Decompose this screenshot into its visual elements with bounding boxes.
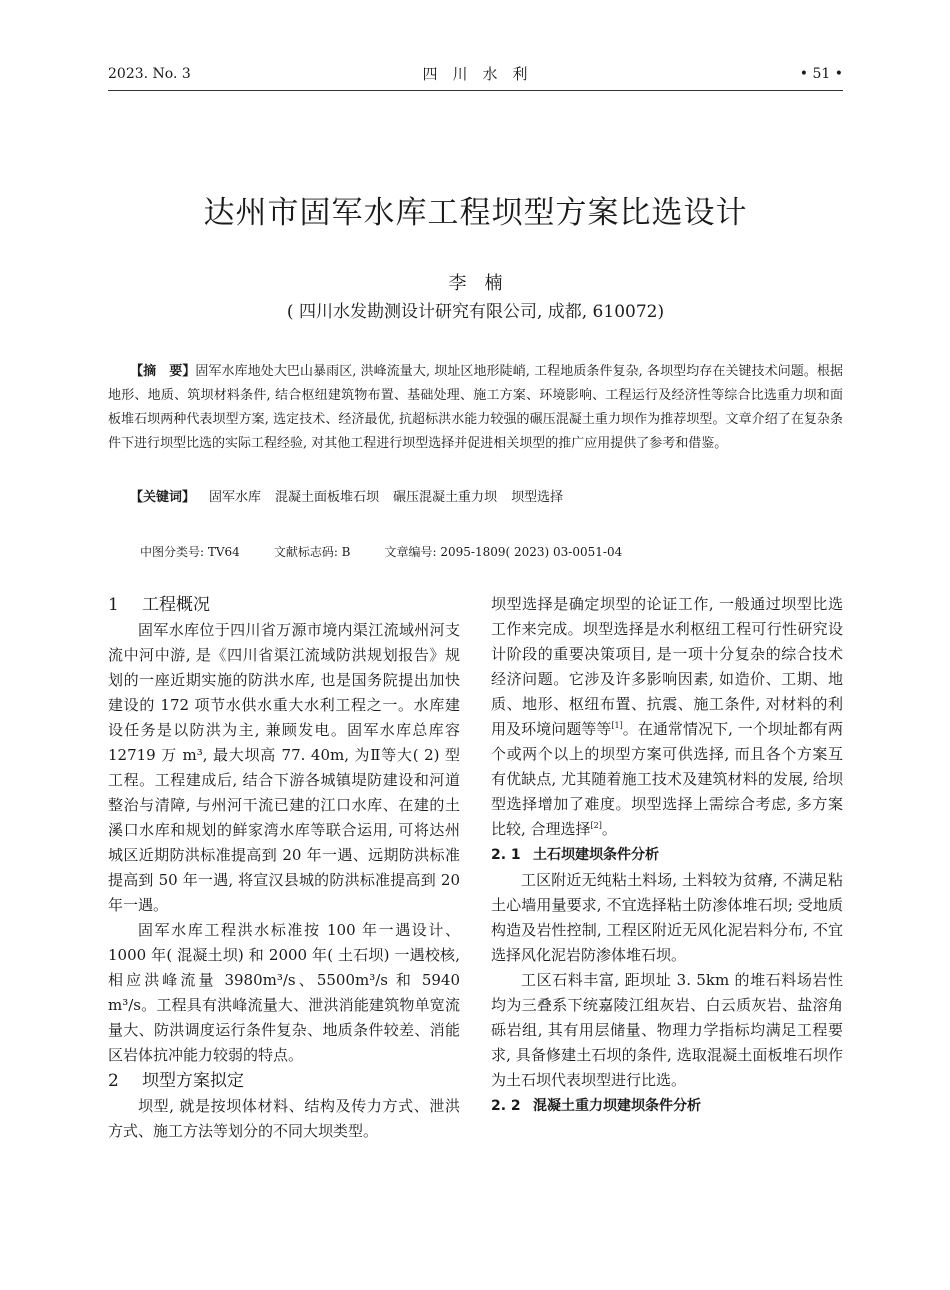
section-title: 坝型方案拟定 xyxy=(142,1071,244,1091)
paragraph-text: 。 xyxy=(601,820,617,838)
keyword-item: 固军水库 xyxy=(209,490,262,505)
keyword-item: 坝型选择 xyxy=(511,490,564,505)
subsection-number: 2. 2 xyxy=(491,1098,521,1114)
classification-line xyxy=(140,543,656,561)
clc-number: 中图分类号: TV64 xyxy=(140,545,240,559)
section-number: 2 xyxy=(108,1071,119,1091)
page-number: • 51 • xyxy=(799,66,843,82)
subsection-title: 土石坝建坝条件分析 xyxy=(533,847,659,863)
article-title: 达州市固军水库工程坝型方案比选设计 xyxy=(203,195,748,231)
author-name: 李 楠 xyxy=(448,273,503,294)
section-title: 工程概况 xyxy=(142,595,210,615)
keyword-item: 碾压混凝土重力坝 xyxy=(393,490,498,505)
body-paragraph: 固军水库位于四川省万源市境内渠江流域州河支流中河中游, 是《四川省渠江流域防洪规划报告》规划的一座近期实施的防洪水库, 也是国务院提出加快建设的 172 项节水供水重大水利工程之一。水库建设任务是以防洪为主, 兼顾发电。固军水库总库容 12719 万 m³, 最大坝高 77. 40m, 为Ⅱ等大( 2) 型工程。工程建成后, 结合下游各城镇堤防建设和河道整治与清障, 与州河干流已建的江口水库、在建的土溪口水库和规划的鲜家湾水库等联合运用, 可将达州城区近期防洪标准提高到 20 年一遇、远期防洪标准提高到 50 年一遇, 将宣汉县城的防洪标准提高到 20 年一遇。 xyxy=(108,621,460,914)
keywords-label: 【关键词】 xyxy=(130,490,196,505)
document-code: 文献标志码: B xyxy=(273,545,351,559)
body-paragraph: 工区石料丰富, 距坝址 3. 5km 的堆石料场岩性均为三叠系下统嘉陵江组灰岩、白云质灰岩、盐溶角砾岩组, 其有用层储量、物理力学指标均满足工程要求, 具备修建土石坝的条件, 选取混凝土面板堆石坝作为土石坝代表坝型进行比选。 xyxy=(491,971,843,1089)
section-heading xyxy=(108,592,460,618)
body-paragraph-continued xyxy=(491,592,843,842)
keyword-item: 混凝土面板堆石坝 xyxy=(275,490,380,505)
abstract-text: 固军水库地处大巴山暴雨区, 洪峰流量大, 坝址区地形陡峭, 工程地质条件复杂, 各坝型均存在关键技术问题。根据地形、地质、筑坝材料条件, 结合枢纽建筑物布置、基础处理、施工方案、环境影响、工程运行及经济性等综合比选重力坝和面板堆石坝两种代表坝型方案, 选定技术、经济最优, 抗超标洪水能力较强的碾压混凝土重力坝作为推荐坝型。文章介绍了在复杂条件下进行坝型比选的实际工程经验, 对其他工程进行坝型选择并促进相关坝型的推广应用提供了参考和借鉴。 xyxy=(108,364,843,451)
citation-ref: [2] xyxy=(590,821,602,830)
right-column xyxy=(491,592,843,1119)
citation-ref: [1] xyxy=(611,721,623,730)
section-number: 1 xyxy=(108,595,119,615)
journal-name: 四 川 水 利 xyxy=(422,65,528,83)
subsection-number: 2. 1 xyxy=(491,847,521,863)
abstract-label: 【摘 要】 xyxy=(130,364,196,379)
paragraph-text: 坝型选择是确定坝型的论证工作, 一般通过坝型比选工作来完成。坝型选择是水利枢纽工程可行性研究设计阶段的重要决策项目, 是一项十分复杂的综合技术经济问题。它涉及许多影响因素, 如造价、工期、地质、地形、枢纽布置、抗震、施工条件, 对材料的利用及环境问题等等 xyxy=(491,595,843,738)
left-column xyxy=(108,592,460,1144)
keywords xyxy=(130,488,843,508)
section-heading xyxy=(108,1068,460,1094)
subsection-title: 混凝土重力坝建坝条件分析 xyxy=(533,1098,701,1114)
paragraph-text: 。在通常情况下, 一个坝址都有两个或两个以上的坝型方案可供选择, 而且各个方案互有优缺点, 尤其随着施工技术及建筑材料的发展, 给坝型选择增加了难度。坝型选择上需综合考虑, 多方案比较, 合理选择 xyxy=(491,720,843,838)
subsection-heading xyxy=(491,842,843,868)
issue-number: 2023. No. 3 xyxy=(108,66,191,82)
header-rule xyxy=(108,90,843,91)
body-paragraph: 坝型, 就是按坝体材料、结构及传力方式、泄洪方式、施工方法等划分的不同大坝类型。 xyxy=(108,1097,460,1140)
subsection-heading xyxy=(491,1093,843,1119)
body-paragraph: 固军水库工程洪水标准按 100 年一遇设计、1000 年( 混凝土坝) 和 2000 年( 土石坝) 一遇校核, 相应洪峰流量 3980m³/s、5500m³/s 和 5940 m³/s。工程具有洪峰流量大、泄洪消能建筑物单宽流量大、防洪调度运行条件复杂、地质条件较差、消能区岩体抗冲能力较弱的特点。 xyxy=(108,921,460,1064)
abstract xyxy=(108,360,843,456)
body-paragraph: 工区附近无纯粘土料场, 土料较为贫瘠, 不满足粘土心墙用量要求, 不宜选择粘土防渗体堆石坝; 受地质构造及岩性控制, 工程区附近无风化泥岩料分布, 不宜选择风化泥岩防渗体堆石坝。 xyxy=(491,871,843,964)
article-number: 文章编号: 2095-1809( 2023) 03-0051-04 xyxy=(384,545,623,559)
author-affiliation: ( 四川水发勘测设计研究有限公司, 成都, 610072) xyxy=(286,302,665,322)
